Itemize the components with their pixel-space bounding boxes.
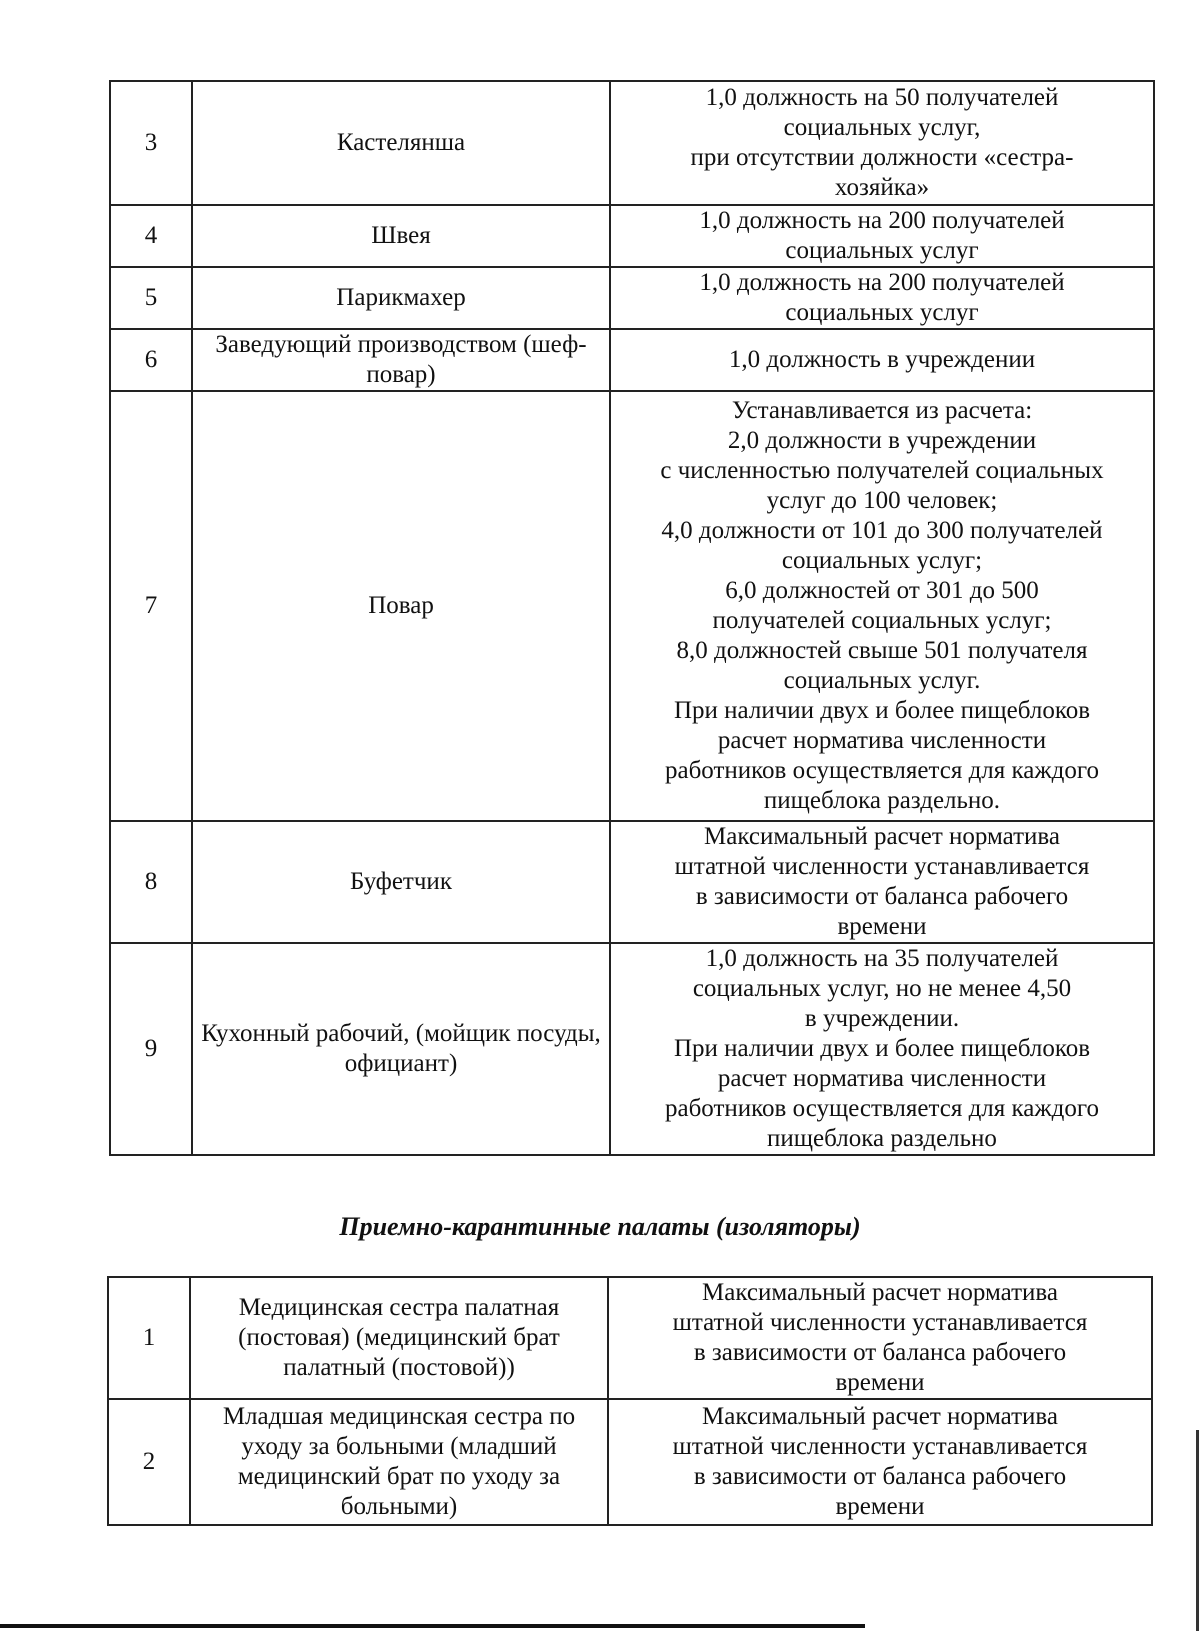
row-number: 1	[108, 1277, 190, 1399]
position-name: Парикмахер	[192, 267, 610, 329]
norm-line: при отсутствии должности «сестра-	[690, 144, 1074, 171]
norm-line: 8,0 должностей свыше 501 получателя	[676, 637, 1088, 664]
norm-line: социальных услуг.	[783, 667, 981, 694]
norm-line: социальных услуг	[785, 299, 979, 326]
norm-line: социальных услуг,	[783, 114, 981, 141]
page-bottom-border	[0, 1624, 865, 1628]
norm-line: расчет норматива численности	[717, 727, 1047, 754]
position-name: Кастелянша	[192, 81, 610, 205]
norm-line: 1,0 должность на 200 получателей	[699, 207, 1065, 234]
section-title: Приемно-карантинные палаты (изоляторы)	[339, 1212, 861, 1241]
position-name: Буфетчик	[192, 821, 610, 943]
position-name: Швея	[192, 205, 610, 267]
norm-line: социальных услуг	[785, 237, 979, 264]
table-row	[110, 391, 1154, 821]
norm-line: Устанавливается из расчета:	[731, 397, 1033, 424]
staffing-norm	[608, 1277, 1152, 1399]
position-name: Медицинская сестра палатная (постовая) (медицинский брат палатный (постовой))	[190, 1277, 608, 1399]
norm-line: работников осуществляется для каждого	[664, 757, 1100, 784]
table-row	[110, 329, 1154, 391]
position-name: Младшая медицинская сестра по уходу за больными (младший медицинский брат по уходу за больными)	[190, 1399, 608, 1525]
norm-line: в зависимости от баланса рабочего	[695, 883, 1069, 910]
norm-line: времени	[837, 913, 927, 940]
position-name: Кухонный рабочий, (мойщик посуды, официант)	[192, 943, 610, 1155]
norm-line: 1,0 должность на 200 получателей	[699, 269, 1065, 296]
norm-line: времени	[835, 1369, 925, 1396]
table-row	[110, 267, 1154, 329]
staffing-norm	[610, 81, 1154, 205]
norm-line: услуг до 100 человек;	[766, 487, 998, 514]
norm-line: 4,0 должности от 101 до 300 получателей	[661, 517, 1103, 544]
norm-line: в зависимости от баланса рабочего	[693, 1463, 1067, 1490]
row-number: 9	[110, 943, 192, 1155]
staffing-norm	[610, 943, 1154, 1155]
norm-line: получателей социальных услуг;	[712, 607, 1052, 634]
table-row	[110, 943, 1154, 1155]
table-row	[108, 1277, 1152, 1399]
staffing-norm	[610, 329, 1154, 391]
norm-line: 2,0 должности в учреждении	[727, 427, 1037, 454]
row-number: 7	[110, 391, 192, 821]
staffing-norm	[610, 267, 1154, 329]
staffing-norm	[610, 205, 1154, 267]
norm-line: 6,0 должностей от 301 до 500	[725, 577, 1039, 604]
row-number: 3	[110, 81, 192, 205]
norm-line: социальных услуг;	[781, 547, 983, 574]
row-number: 5	[110, 267, 192, 329]
row-number: 6	[110, 329, 192, 391]
norm-line: При наличии двух и более пищеблоков	[673, 697, 1091, 724]
norm-line: пищеблока раздельно.	[763, 787, 1001, 814]
norm-line: При наличии двух и более пищеблоков	[673, 1035, 1091, 1062]
norm-line: хозяйка»	[834, 174, 930, 201]
norm-line: с численностью получателей социальных	[660, 457, 1104, 484]
row-number: 4	[110, 205, 192, 267]
staffing-table-kitchen	[109, 80, 1155, 1156]
norm-line: Максимальный расчет норматива	[702, 1279, 1058, 1306]
staffing-table-quarantine	[107, 1276, 1153, 1526]
table-row	[110, 205, 1154, 267]
norm-line: 1,0 должность на 35 получателей	[705, 945, 1059, 972]
row-number: 2	[108, 1399, 190, 1525]
norm-line: времени	[835, 1493, 925, 1520]
norm-line: штатной численности устанавливается	[672, 1309, 1088, 1336]
staffing-norm	[610, 391, 1154, 821]
norm-line: штатной численности устанавливается	[672, 1433, 1088, 1460]
norm-line: расчет норматива численности	[717, 1065, 1047, 1092]
norm-line: в зависимости от баланса рабочего	[693, 1339, 1067, 1366]
table-row	[110, 81, 1154, 205]
row-number: 8	[110, 821, 192, 943]
norm-line: 1,0 должность в учреждении	[728, 346, 1036, 373]
norm-line: Максимальный расчет норматива	[702, 1403, 1058, 1430]
position-name: Заведующий производством (шеф-повар)	[192, 329, 610, 391]
norm-line: 1,0 должность на 50 получателей	[705, 84, 1059, 111]
norm-line: Максимальный расчет норматива	[704, 823, 1060, 850]
norm-line: социальных услуг, но не менее 4,50	[692, 975, 1072, 1002]
table-row	[108, 1399, 1152, 1525]
norm-line: штатной численности устанавливается	[674, 853, 1090, 880]
scan-edge-line	[1196, 1430, 1199, 1631]
staffing-norm	[608, 1399, 1152, 1525]
position-name: Повар	[192, 391, 610, 821]
norm-line: в учреждении.	[804, 1005, 960, 1032]
staffing-norm	[610, 821, 1154, 943]
table-row	[110, 821, 1154, 943]
norm-line: пищеблока раздельно	[767, 1125, 997, 1152]
norm-line: работников осуществляется для каждого	[664, 1095, 1100, 1122]
